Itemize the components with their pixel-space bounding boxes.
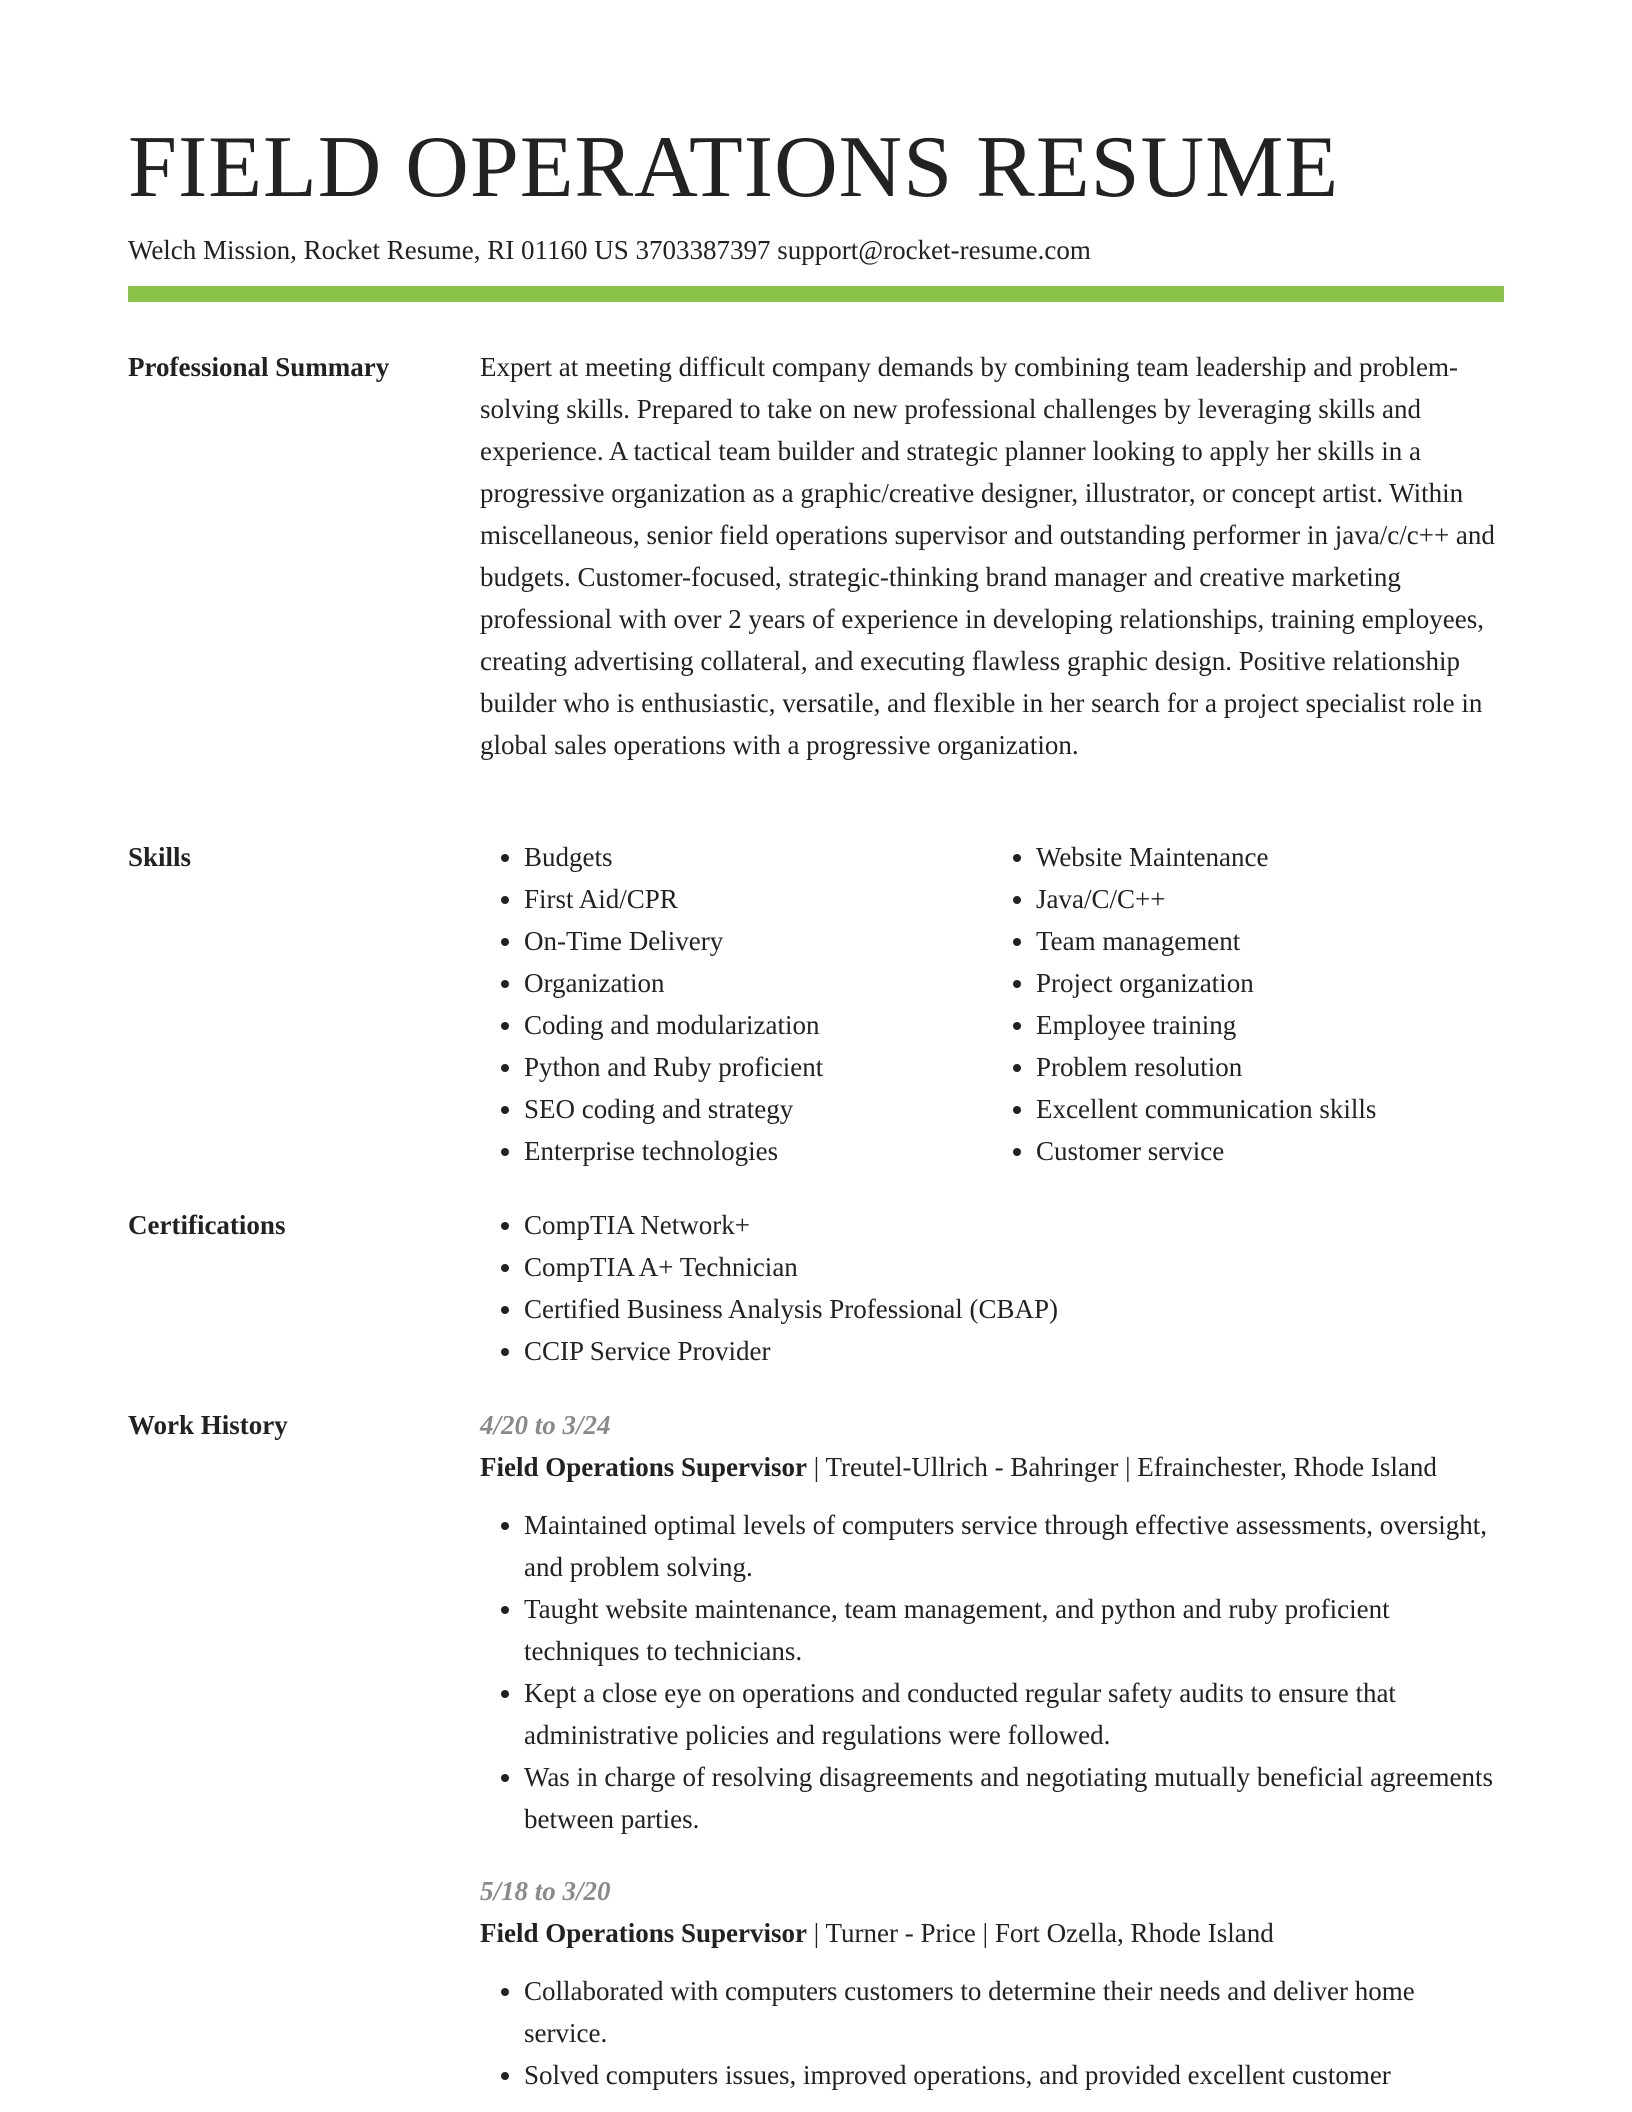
job-location: Efrainchester, Rhode Island (1137, 1452, 1437, 1482)
certifications-list (480, 1204, 1504, 1372)
contact-address: Welch Mission, Rocket Resume, RI 01160 US (128, 235, 629, 265)
job-location: Fort Ozella, Rhode Island (994, 1918, 1274, 1948)
resume-title: FIELD OPERATIONS RESUME (128, 119, 1340, 216)
contact-line (128, 232, 1504, 268)
skill-item: • SEO coding and strategy (524, 1088, 992, 1130)
certifications-content (480, 1204, 1504, 1372)
job-bullet: • Maintained optimal levels of computers service through effective assessments, oversight, and problem solving. (524, 1504, 1504, 1588)
skill-item: • Employee training (1036, 1004, 1504, 1046)
skills-list-right (992, 836, 1504, 1172)
skill-item: • Project organization (1036, 962, 1504, 1004)
job-company: Turner - Price (825, 1918, 976, 1948)
certification-item: • CompTIA A+ Technician (524, 1246, 1504, 1288)
job-bullet: • Collaborated with computers customers to determine their needs and deliver home service. (524, 1970, 1504, 2054)
job-heading: Field Operations Supervisor | Treutel-Ullrich - Bahringer | Efrainchester, Rhode Island (480, 1452, 1437, 1482)
job-bullet: • Taught website maintenance, team management, and python and ruby proficient techniques to technicians. (524, 1588, 1504, 1672)
section-label-skills: Skills (128, 842, 192, 872)
skills-grid (480, 836, 1504, 1172)
contact-phone: 3703387397 (635, 235, 771, 265)
certification-item: • Certified Business Analysis Professional (CBAP) (524, 1288, 1504, 1330)
section-label-certifications: Certifications (128, 1210, 286, 1240)
job-title: Field Operations Supervisor (480, 1918, 808, 1948)
skill-item: • On-Time Delivery (524, 920, 992, 962)
job-heading: Field Operations Supervisor | Turner - Price | Fort Ozella, Rhode Island (480, 1918, 1274, 1948)
job-bullet: • Solved computers issues, improved operations, and provided excellent customer (524, 2054, 1504, 2096)
skill-item: • Coding and modularization (524, 1004, 992, 1046)
job-entry (480, 1870, 1504, 2096)
section-label-summary: Professional Summary (128, 352, 390, 382)
skill-item: • Budgets (524, 836, 992, 878)
skill-item: • Team management (1036, 920, 1504, 962)
accent-divider (128, 286, 1504, 302)
skill-item: • Java/C/C++ (1036, 878, 1504, 920)
job-entry (480, 1404, 1504, 1840)
skill-item: • Problem resolution (1036, 1046, 1504, 1088)
summary-content (480, 346, 1504, 766)
skill-item: • Excellent communication skills (1036, 1088, 1504, 1130)
skill-item: • Organization (524, 962, 992, 1004)
certification-item: • CCIP Service Provider (524, 1330, 1504, 1372)
contact-email: support@rocket-resume.com (777, 235, 1091, 265)
job-company: Treutel-Ullrich - Bahringer (825, 1452, 1119, 1482)
job-title: Field Operations Supervisor (480, 1452, 808, 1482)
job-dates: 5/18 to 3/20 (480, 1876, 611, 1906)
skill-item: • Customer service (1036, 1130, 1504, 1172)
job-bullet: • Kept a close eye on operations and conducted regular safety audits to ensure that administrative policies and regulations were followed. (524, 1672, 1504, 1756)
skill-item: • First Aid/CPR (524, 878, 992, 920)
job-dates: 4/20 to 3/24 (480, 1410, 611, 1440)
work-history-content (480, 1404, 1504, 2096)
resume-header (128, 118, 1504, 268)
summary-text: Expert at meeting difficult company demands by combining team leadership and problem-solving skills. Prepared to take on new professional challenges by leveraging skills and experience. A tactical team builder and strategic planner looking to apply her skills in a progressive organization as a graphic/creative designer, illustrator, or concept artist. Within miscellaneous, senior field operations supervisor and outstanding performer in java/c/c++ and budgets. Customer-focused, strategic-thinking brand manager and creative marketing professional with over 2 years of experience in developing relationships, training employees, creating advertising collateral, and executing flawless graphic design. Positive relationship builder who is enthusiastic, versatile, and flexible in her search for a project specialist role in global sales operations with a progressive organization. (480, 352, 1495, 760)
skill-item: • Python and Ruby proficient (524, 1046, 992, 1088)
job-bullet: • Was in charge of resolving disagreements and negotiating mutually beneficial agreements between parties. (524, 1756, 1504, 1840)
certification-item: • CompTIA Network+ (524, 1204, 1504, 1246)
skill-item: • Website Maintenance (1036, 836, 1504, 878)
job-bullets (480, 1504, 1504, 1840)
section-label-work-history: Work History (128, 1410, 288, 1440)
skill-item: • Enterprise technologies (524, 1130, 992, 1172)
skills-list-left (480, 836, 992, 1172)
job-bullets (480, 1970, 1504, 2096)
